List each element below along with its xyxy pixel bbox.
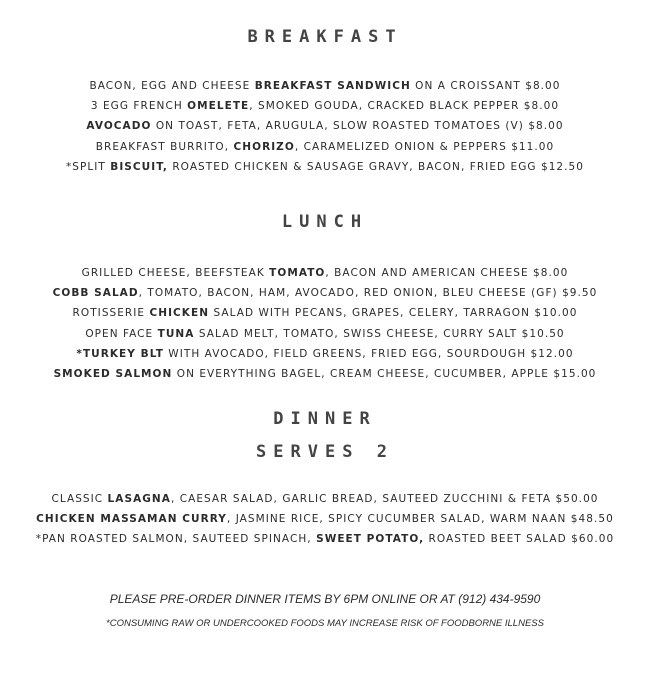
menu-item [0, 76, 650, 96]
menu-item [0, 364, 650, 384]
menu-item-text-before: GRILLED CHEESE, BEEFSTEAK [81, 267, 270, 279]
food-safety-disclaimer: *CONSUMING RAW OR UNDERCOOKED FOODS MAY INCREASE RISK OF FOODBORNE ILLNESS [106, 618, 544, 629]
preorder-notice: PLEASE PRE-ORDER DINNER ITEMS BY 6PM ONLINE OR AT (912) 434-9590 [109, 592, 541, 606]
menu-item-highlight: CHICKEN MASSAMAN CURRY [36, 513, 227, 526]
menu-item [0, 157, 650, 177]
menu-item-text-after: , JASMINE RICE, SPICY CUCUMBER SALAD, WARM NAAN $48.50 [226, 513, 614, 526]
menu-item [0, 344, 650, 364]
menu-item-text-after: ON A CROISSANT $8.00 [410, 80, 561, 92]
menu-item-text-after: , BACON AND AMERICAN CHEESE $8.00 [325, 267, 569, 279]
lunch-heading: LUNCH [281, 212, 369, 232]
menu-item-text-before: CLASSIC [51, 493, 108, 505]
dinner-heading: DINNER [273, 409, 377, 429]
menu-item-highlight: LASAGNA [107, 493, 171, 505]
menu-item [0, 324, 650, 344]
menu-item-highlight: AVOCADO [86, 120, 152, 133]
menu-item-text-after: ON EVERYTHING BAGEL, CREAM CHEESE, CUCUMBER, APPLE $15.00 [172, 368, 597, 381]
menu-item-highlight: BISCUIT, [110, 160, 168, 173]
breakfast-menu-list [0, 76, 650, 177]
menu-item-text-before: BREAKFAST BURRITO, [95, 140, 234, 153]
menu-item-text-after: , CARAMELIZED ONION & PEPPERS $11.00 [294, 140, 555, 153]
menu-item-highlight: SWEET POTATO, [316, 533, 425, 546]
dinner-subheading: SERVES 2 [256, 442, 394, 462]
menu-item [0, 529, 650, 549]
menu-item-text-after: ROASTED CHICKEN & SAUSAGE GRAVY, BACON, FRIED EGG $12.50 [167, 160, 585, 173]
lunch-menu-list [0, 263, 650, 384]
menu-item-text-before: ROTISSERIE [72, 307, 150, 320]
menu-item-text-before: 3 EGG FRENCH [90, 100, 188, 113]
menu-item-text-before: *SPLIT [65, 160, 111, 173]
menu-item-text-after: SALAD MELT, TOMATO, SWISS CHEESE, CURRY SALT $10.50 [194, 327, 565, 340]
menu-item-highlight: TOMATO [269, 267, 326, 279]
menu-item-highlight: CHICKEN [149, 307, 210, 320]
menu-item [0, 137, 650, 157]
menu-item-highlight: *TURKEY BLT [76, 347, 164, 360]
menu-item-text-after: , TOMATO, BACON, HAM, AVOCADO, RED ONION, BLEU CHEESE (GF) $9.50 [138, 287, 598, 300]
menu-item-text-before: BACON, EGG AND CHEESE [89, 80, 255, 92]
menu-item-highlight: TUNA [157, 327, 195, 340]
menu-item-text-after: SALAD WITH PECANS, GRAPES, CELERY, TARRAGON $10.00 [209, 307, 578, 320]
menu-item-text-after: ON TOAST, FETA, ARUGULA, SLOW ROASTED TOMATOES (V) $8.00 [151, 120, 564, 133]
menu-item-highlight: CHORIZO [233, 140, 295, 153]
dinner-menu-list [0, 489, 650, 550]
menu-item [0, 96, 650, 116]
menu-item-text-before: *PAN ROASTED SALMON, SAUTEED SPINACH, [35, 533, 317, 546]
menu-item [0, 116, 650, 136]
menu-item [0, 489, 650, 509]
breakfast-heading: BREAKFAST [247, 27, 403, 47]
menu-item-highlight: OMELETE [187, 100, 250, 113]
menu-item-highlight: COBB SALAD [52, 287, 139, 300]
menu-item-text-before: OPEN FACE [85, 327, 158, 340]
menu-item [0, 283, 650, 303]
menu-item [0, 263, 650, 283]
menu-item-highlight: BREAKFAST SANDWICH [254, 80, 411, 92]
menu-item-text-after: , SMOKED GOUDA, CRACKED BLACK PEPPER $8.00 [249, 100, 560, 113]
menu-item-highlight: SMOKED SALMON [53, 368, 173, 381]
menu-item [0, 509, 650, 529]
menu-item [0, 303, 650, 323]
menu-item-text-after: WITH AVOCADO, FIELD GREENS, FRIED EGG, SOURDOUGH $12.00 [163, 347, 574, 360]
menu-item-text-after: ROASTED BEET SALAD $60.00 [424, 533, 615, 546]
menu-item-text-after: , CAESAR SALAD, GARLIC BREAD, SAUTEED ZUCCHINI & FETA $50.00 [170, 493, 599, 505]
